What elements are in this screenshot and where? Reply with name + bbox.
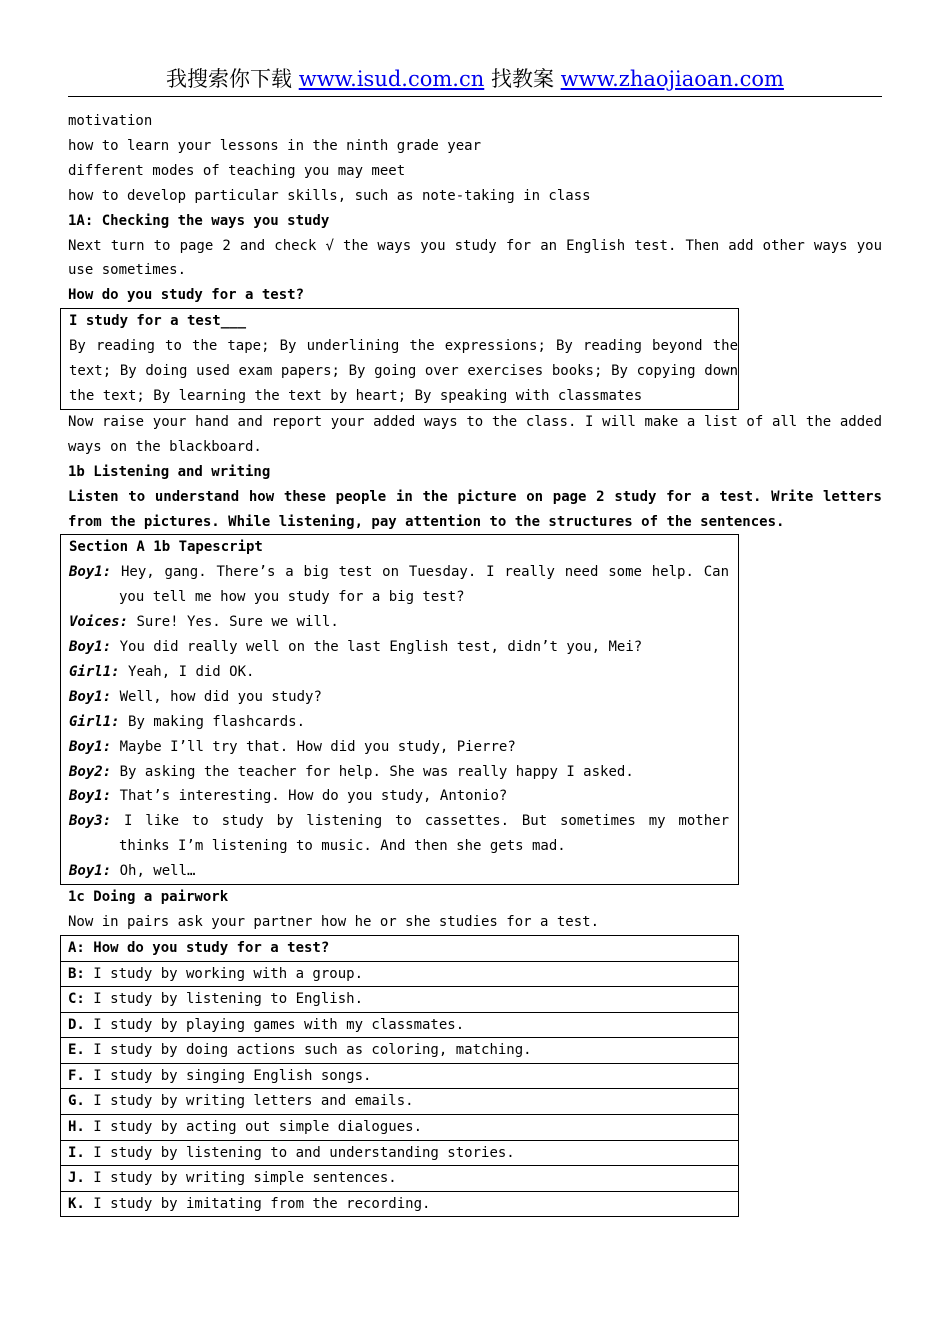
section-1b-instruction: Listen to understand how these people in the picture on page 2 study for a test. Write letters from the pictures. While listening, pay attention to the structures of the sentences. xyxy=(68,488,882,530)
row-label: I. xyxy=(68,1144,85,1161)
row-text: I study by listening to and understanding stories. xyxy=(84,1144,515,1161)
tapescript-title: Section A 1b Tapescript xyxy=(69,539,263,556)
study-ways-box-title: I study for a test___ xyxy=(69,313,247,330)
page-header xyxy=(68,62,882,97)
tapescript-line xyxy=(69,685,729,710)
row-text: I study by writing letters and emails. xyxy=(84,1093,414,1110)
speaker-label: Boy1: xyxy=(69,788,112,805)
table-cell xyxy=(61,1063,739,1089)
section-1b-title: 1b Listening and writing xyxy=(68,463,271,480)
row-label: D. xyxy=(68,1016,85,1033)
tapescript-box xyxy=(60,534,739,885)
row-label: E. xyxy=(68,1042,85,1059)
speaker-label: Boy1: xyxy=(69,564,112,581)
speaker-label: Girl1: xyxy=(69,663,120,680)
row-text: I study by listening to English. xyxy=(84,991,364,1008)
speaker-label: Boy1: xyxy=(69,639,112,656)
table-row xyxy=(61,987,739,1013)
section-1a-question: How do you study for a test? xyxy=(68,287,305,304)
row-text: I study by playing games with my classmates. xyxy=(84,1016,465,1033)
table-row xyxy=(61,1115,739,1141)
dialogue-text: I like to study by listening to cassettes. But sometimes my mother thinks I’m listening to music. And then she gets mad. xyxy=(119,813,729,855)
study-ways-box-text: By reading to the tape; By underlining the expressions; By reading beyond the text; By doing used exam papers; By going over exercises books; By copying down the text; By learning the text by heart; By speaking with classmates xyxy=(69,338,738,404)
section-1a-instruction: Next turn to page 2 and check √ the ways you study for an English test. Then add other ways you use sometimes. xyxy=(68,237,882,279)
row-text: I study by writing simple sentences. xyxy=(84,1170,397,1187)
section-1a-after: Now raise your hand and report your added ways to the class. I will make a list of all the added ways on the blackboard. xyxy=(68,413,882,455)
row-text: I study by working with a group. xyxy=(84,965,364,982)
table-row xyxy=(61,1166,739,1192)
section-1c-title: 1c Doing a pairwork xyxy=(68,889,229,906)
table-row xyxy=(61,961,739,987)
row-text: How do you study for a test? xyxy=(84,939,330,956)
table-row xyxy=(61,1089,739,1115)
dialogue-text: Hey, gang. There’s a big test on Tuesday. I really need some help. Can you tell me how you study for a big test? xyxy=(119,564,729,606)
tapescript-line xyxy=(69,660,729,685)
speaker-label: Girl1: xyxy=(69,713,120,730)
table-row xyxy=(61,1140,739,1166)
table-row xyxy=(61,1038,739,1064)
dialogue-text: Yeah, I did OK. xyxy=(128,663,255,680)
header-link-zhaojiaoan[interactable]: www.zhaojiaoan.com xyxy=(560,67,784,91)
tapescript-line xyxy=(69,610,729,635)
row-label: F. xyxy=(68,1067,85,1084)
row-label: G. xyxy=(68,1093,85,1110)
dialogue-text: Maybe I’ll try that. How did you study, Pierre? xyxy=(119,738,516,755)
speaker-label: Boy1: xyxy=(69,688,112,705)
row-label: A: xyxy=(68,939,85,956)
header-cn-2: 找教案 xyxy=(490,67,554,91)
row-text: I study by imitating from the recording. xyxy=(84,1195,431,1212)
row-label: J. xyxy=(68,1170,85,1187)
row-text: I study by doing actions such as coloring, matching. xyxy=(84,1042,532,1059)
table-cell xyxy=(61,987,739,1013)
table-cell xyxy=(61,1038,739,1064)
table-cell xyxy=(61,1140,739,1166)
tapescript-line xyxy=(69,859,729,884)
table-cell xyxy=(61,1089,739,1115)
document-body xyxy=(68,109,882,1217)
speaker-label: Boy2: xyxy=(69,763,112,780)
table-row xyxy=(61,1012,739,1038)
speaker-label: Boy1: xyxy=(69,738,112,755)
row-label: H. xyxy=(68,1119,85,1136)
intro-line: motivation xyxy=(68,113,153,129)
tapescript-line xyxy=(69,635,729,660)
dialogue-text: That’s interesting. How do you study, Antonio? xyxy=(119,788,508,805)
tapescript-line xyxy=(69,710,729,735)
dialogue-text: You did really well on the last English test, didn’t you, Mei? xyxy=(119,639,643,656)
row-label: C: xyxy=(68,991,85,1008)
dialogue-text: Oh, well… xyxy=(119,863,196,880)
tapescript-line xyxy=(69,560,729,610)
row-text: I study by acting out simple dialogues. xyxy=(84,1119,423,1136)
row-label: K. xyxy=(68,1195,85,1212)
study-ways-box xyxy=(60,308,739,410)
speaker-label: Boy1: xyxy=(69,863,112,880)
dialogue-text: By asking the teacher for help. She was really happy I asked. xyxy=(119,763,634,780)
table-cell xyxy=(61,1115,739,1141)
intro-line: different modes of teaching you may meet xyxy=(68,162,406,179)
dialogue-text: Sure! Yes. Sure we will. xyxy=(136,614,339,631)
section-1c-instruction: Now in pairs ask your partner how he or she studies for a test. xyxy=(68,914,600,930)
tapescript-line xyxy=(69,784,729,809)
row-text: I study by singing English songs. xyxy=(84,1067,372,1084)
table-row xyxy=(61,935,739,961)
section-1a-title: 1A: Checking the ways you study xyxy=(68,212,330,229)
dialogue-text: Well, how did you study? xyxy=(119,688,322,705)
table-cell xyxy=(61,961,739,987)
tapescript-line xyxy=(69,760,729,785)
row-label: B: xyxy=(68,965,85,982)
table-row xyxy=(61,1063,739,1089)
table-cell xyxy=(61,1191,739,1217)
header-cn-1: 我搜索你下载 xyxy=(166,67,293,91)
speaker-label: Boy3: xyxy=(69,813,112,830)
header-link-isud[interactable]: www.isud.com.cn xyxy=(298,67,485,91)
table-cell xyxy=(61,935,739,961)
intro-line: how to learn your lessons in the ninth grade year xyxy=(68,137,482,154)
table-cell xyxy=(61,1012,739,1038)
speaker-label: Voices: xyxy=(69,614,129,631)
dialogue-text: By making flashcards. xyxy=(128,713,306,730)
table-cell xyxy=(61,1166,739,1192)
pairwork-table xyxy=(60,935,739,1218)
intro-line: how to develop particular skills, such as note-taking in class xyxy=(68,187,591,204)
tapescript-line xyxy=(69,809,729,859)
table-row xyxy=(61,1191,739,1217)
tapescript-line xyxy=(69,735,729,760)
